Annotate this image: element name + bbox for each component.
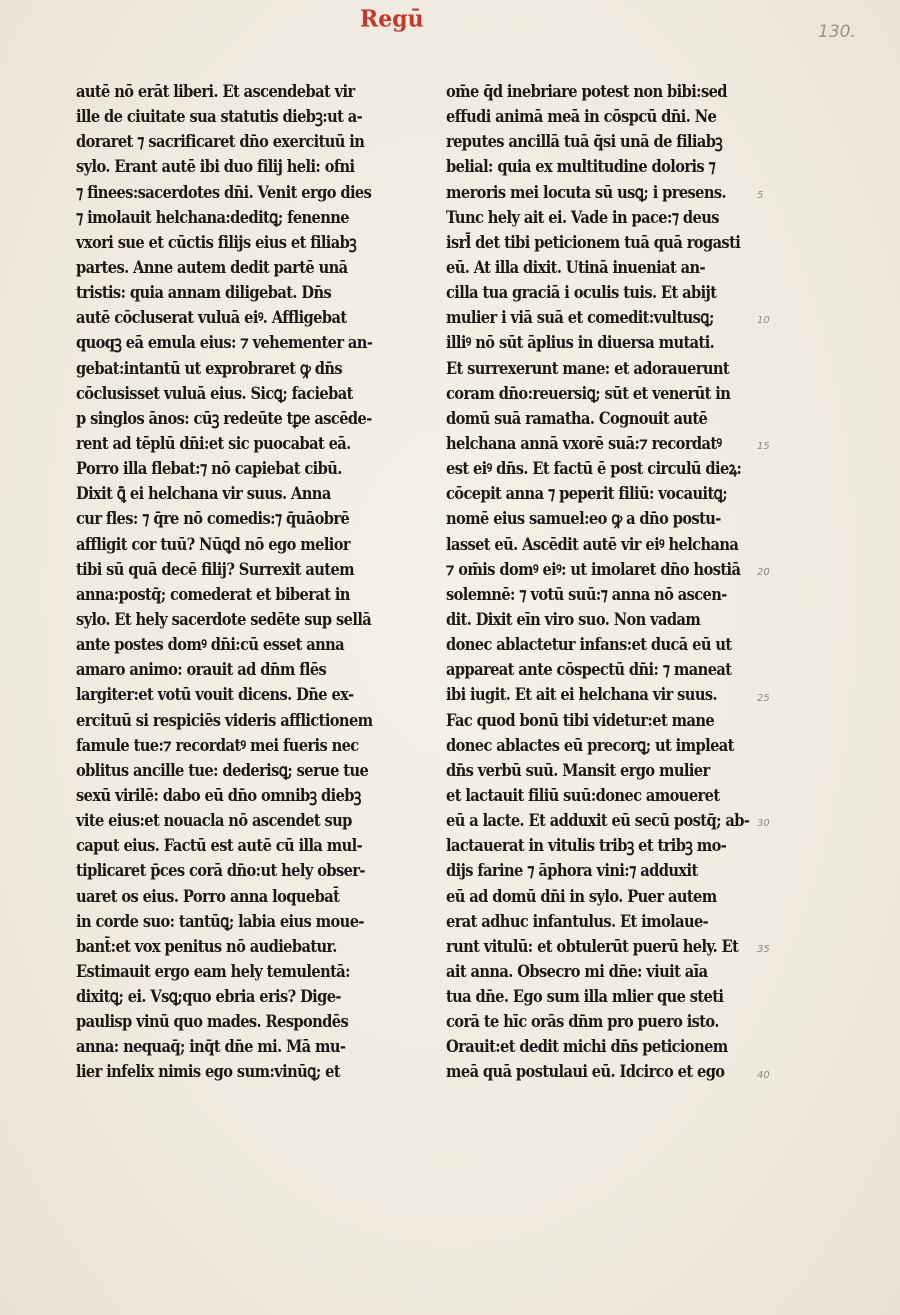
line-marker: 20	[757, 566, 770, 578]
text-line: reputes ancillā tuā q̄si unā de filiabꝫ	[446, 132, 723, 153]
text-line: lasset eū. Ascēdit autē vir eiꝰ helchana	[446, 534, 739, 555]
line-marker: 35	[757, 944, 770, 956]
text-line: ibi iugit. Et ait ei helchana vir suus.	[446, 685, 717, 706]
text-line: lactauerat in vitulis tribꝫ et tribꝫ mo-	[446, 836, 727, 857]
line-marker: 25	[757, 692, 770, 704]
text-line: tiplicaret p̄ces corā dn̄o:ut hely obser-	[76, 861, 365, 882]
text-line: ⁊ finees:sacerdotes dn̄i. Venit ergo dies	[76, 182, 372, 203]
text-line: doraret ⁊ sacrificaret dn̄o exercituū in	[76, 132, 365, 153]
text-line: cōclusisset vuluā eius. Sicꝗ; faciebat	[76, 383, 353, 404]
text-line: lier infelix nimis ego sum:vinūꝗ; et	[76, 1062, 340, 1083]
text-line: vxori sue et cūctis filijs eius et filiabꝫ	[76, 232, 357, 253]
line-marker: 10	[757, 315, 770, 327]
text-line: domū suā ramatha. Cognouit autē	[446, 408, 708, 429]
text-line: isrl̄ det tibi peticionem tuā quā rogasti	[446, 232, 741, 253]
text-line: erat adhuc infantulus. Et imolaue-	[446, 911, 709, 932]
line-marker: 5	[757, 189, 764, 201]
text-line: oblitus ancille tue: dederisꝗ; serue tue	[76, 760, 369, 781]
text-line: tua dn̄e. Ego sum illa mlier que steti	[446, 987, 724, 1008]
text-line: paulisp vinū quo mades. Respondēs	[76, 1012, 349, 1033]
text-line: meā quā postulaui eū. Idcirco et ego	[446, 1062, 725, 1083]
text-line: eū a lacte. Et adduxit eū secū postq̄; ab-	[446, 811, 750, 832]
text-line: Orauit:et dedit michi dn̄s peticionem	[446, 1037, 728, 1058]
text-line: in corde suo: tantūꝗ; labia eius moue-	[76, 911, 364, 932]
text-line: anna:postq̄; comederat et biberat in	[76, 584, 350, 605]
text-line: sylo. Erant autē ibi duo filij heli: ofni	[76, 157, 355, 178]
text-line: dixitꝗ; ei. Vsꝗ;quo ebria eris? Dige-	[76, 987, 341, 1008]
text-line: runt vitulū: et obtulerūt puerū hely. Et	[446, 936, 739, 957]
text-line: corā te hīc orās dn̄m pro puero isto.	[446, 1012, 719, 1033]
text-line: illiꝰ nō sūt āplius in diuersa mutati.	[446, 333, 715, 354]
text-line: solemnē: ⁊ votū suū:⁊ anna nō ascen-	[446, 584, 727, 605]
text-line: affligit cor tuū? Nūꝗd nō ego melior	[76, 534, 350, 555]
text-line: effudi animā meā in cōspcū dn̄i. Ne	[446, 107, 717, 128]
text-line: belial: quia ex multitudine doloris ⁊	[446, 157, 716, 178]
text-line: famule tue:⁊ recordatꝰ mei fueris nec	[76, 735, 359, 756]
text-line: Estimauit ergo eam hely temulentā:	[76, 961, 350, 982]
text-line: Tunc hely ait ei. Vade in pace:⁊ deus	[446, 207, 719, 228]
text-line: partes. Anne autem dedit partē unā	[76, 257, 348, 278]
text-line: ercituū si respiciēs videris afflictionem	[76, 710, 373, 731]
text-line: autē cōcluserat vuluā eiꝰ. Affligebat	[76, 308, 347, 329]
text-line: dijs farine ⁊ āphora vini:⁊ adduxit	[446, 861, 698, 882]
text-line: est eiꝰ dn̄s. Et factū ē post circulū dieꝝ:	[446, 459, 742, 480]
right-text-column	[446, 80, 766, 1086]
text-line: mulier i viā suā et comedit:vultusꝗ;	[446, 308, 714, 329]
text-line: sexū virilē: dabo eū dn̄o omnibꝫ diebꝫ	[76, 785, 361, 806]
text-line: largiter:et votū vouit dicens. Dn̄e ex-	[76, 685, 354, 706]
text-line: cilla tua graciā i oculis tuis. Et abijt	[446, 283, 717, 304]
text-line: cōcepit anna ⁊ peperit filiū: vocauitꝗ;	[446, 484, 728, 505]
running-head-rubric: Regū	[360, 5, 424, 33]
text-line: tibi sū quā decē filij? Surrexit autem	[76, 559, 355, 580]
text-line: ait anna. Obsecro mi dn̄e: viuit aīa	[446, 961, 708, 982]
text-line: vite eius:et nouacla nō ascendet sup	[76, 811, 352, 832]
left-text-column	[76, 80, 396, 1086]
text-line: rent ad tēplū dn̄i:et sic puocabat eā.	[76, 433, 351, 454]
text-line: donec ablactes eū precorꝗ; ut impleat	[446, 735, 734, 756]
line-marker: 15	[757, 441, 770, 453]
text-line: donec ablactetur infans:et ducā eū ut	[446, 635, 732, 656]
text-line: quoqꝫ eā emula eius: ⁊ vehementer an-	[76, 333, 373, 354]
line-marker: 40	[757, 1069, 770, 1081]
text-line: ille de ciuitate sua statutis diebꝫ:ut a-	[76, 107, 363, 128]
text-line: tristis: quia annam diligebat. Dn̄s	[76, 283, 332, 304]
text-line: bant̄:et vox penitus nō audiebatur.	[76, 936, 337, 957]
text-line: p singlos ānos: cūꝫ redeūte tꝑe ascēde-	[76, 408, 372, 429]
text-line: gebat:intantū ut exprobraret ꝙ dn̄s	[76, 358, 342, 379]
text-line: coram dn̄o:reuersiꝗ; sūt et venerūt in	[446, 383, 731, 404]
text-line: eū ad domū dn̄i in sylo. Puer autem	[446, 886, 717, 907]
text-line: cur fles: ⁊ q̄re nō comedis:⁊ q̄uāobrē	[76, 509, 350, 530]
text-line: Fac quod bonū tibi videtur:et mane	[446, 710, 715, 731]
folio-number: 130.	[818, 22, 856, 42]
text-line: ante postes domꝰ dn̄i:cū esset anna	[76, 635, 345, 656]
text-line: om̄e q̄d inebriare potest non bibi:sed	[446, 82, 727, 102]
text-line: Et surrexerunt mane: et adorauerunt	[446, 358, 730, 379]
text-line: eū. At illa dixit. Utinā inueniat an-	[446, 257, 706, 278]
text-line: Porro illa flebat:⁊ nō capiebat cibū.	[76, 459, 342, 480]
text-line: anna: nequaq̄; inq̄t dn̄e mi. Mā mu-	[76, 1037, 346, 1058]
text-line: dit. Dixit eīn viro suo. Non vadam	[446, 609, 701, 630]
text-line: dn̄s verbū suū. Mansit ergo mulier	[446, 760, 710, 781]
text-line: autē nō erāt liberi. Et ascendebat vir	[76, 82, 355, 102]
text-line: nomē eius samuel:eo ꝙ a dn̄o postu-	[446, 509, 721, 530]
text-line: ⁊ om̄is domꝰ eiꝰ: ut imolaret dn̄o hostiā	[446, 559, 741, 580]
text-line: amaro animo: orauit ad dn̄m flēs	[76, 660, 327, 681]
text-line: Dixit ꝗ̄ ei helchana vir suus. Anna	[76, 484, 331, 505]
text-line: ⁊ imolauit helchana:deditꝗ; fenenne	[76, 207, 350, 228]
line-marker: 30	[757, 818, 770, 830]
text-line: uaret os eius. Porro anna loquebat̄	[76, 886, 340, 907]
text-line: meroris mei locuta sū usꝗ; i presens.	[446, 182, 727, 203]
text-line: helchana annā vxorē suā:⁊ recordatꝰ	[446, 433, 722, 454]
text-line: et lactauit filiū suū:donec amoueret	[446, 785, 720, 806]
text-line: sylo. Et hely sacerdote sedēte sup sellā	[76, 609, 372, 630]
text-line: appareat ante cōspectū dn̄i: ⁊ maneat	[446, 660, 732, 681]
text-line: caput eius. Factū est autē cū illa mul-	[76, 836, 363, 857]
